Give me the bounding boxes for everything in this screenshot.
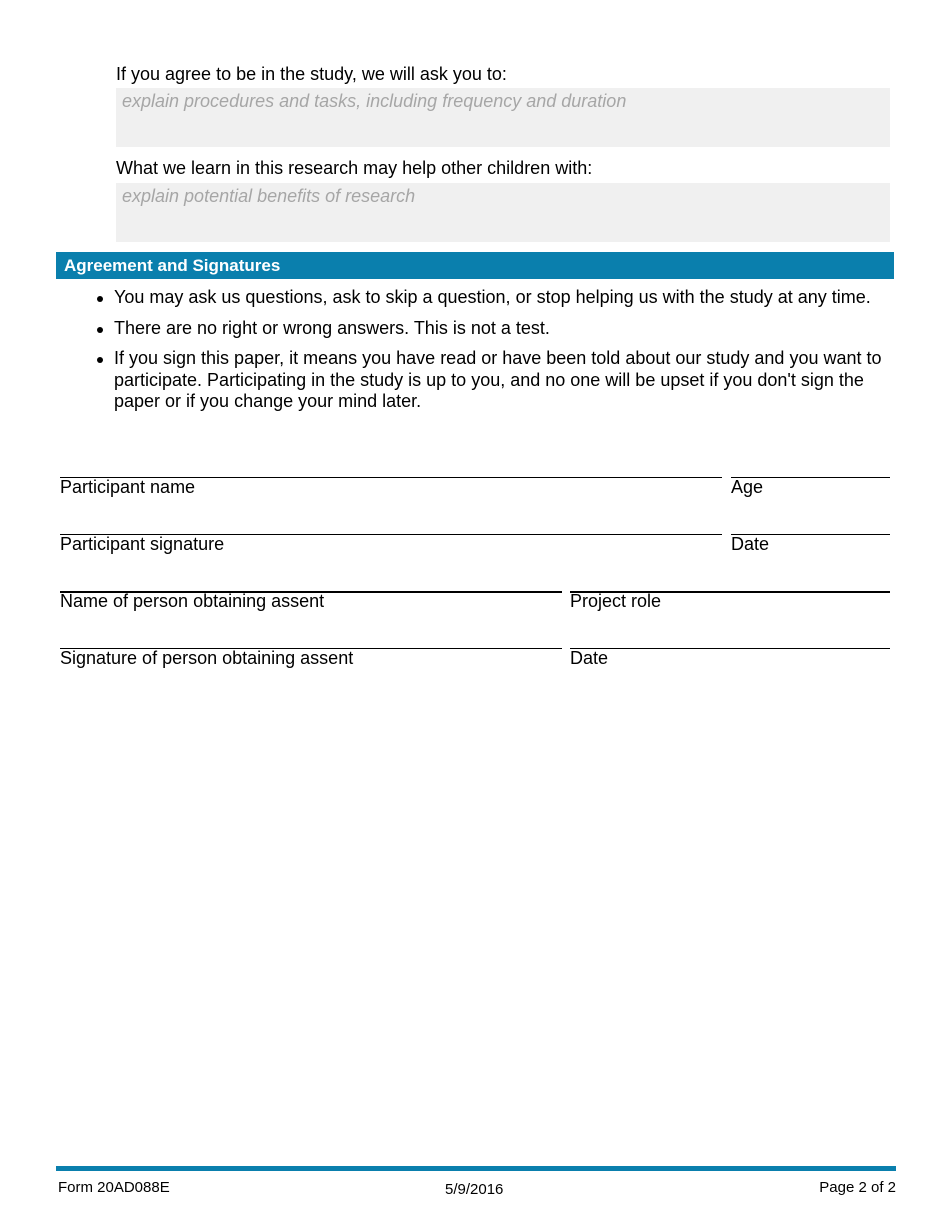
footer-rule <box>56 1166 896 1171</box>
age-label: Age <box>731 477 764 497</box>
footer-date: 5/9/2016 <box>445 1181 504 1198</box>
page-number: Page 2 of 2 <box>819 1179 896 1196</box>
list-item <box>95 348 895 413</box>
benefits-field[interactable]: explain potential benefits of research <box>116 183 890 242</box>
bullet-icon <box>97 296 103 302</box>
assent-date-line[interactable] <box>570 648 890 649</box>
participant-date-label: Date <box>731 534 770 554</box>
list-item <box>95 287 895 309</box>
procedures-field[interactable]: explain procedures and tasks, including frequency and duration <box>116 88 890 147</box>
benefits-prompt: What we learn in this research may help other children with: <box>116 158 593 178</box>
agreement-bullet-list <box>95 287 895 422</box>
assent-signature-label: Signature of person obtaining assent <box>60 648 354 668</box>
bullet-icon <box>97 327 103 333</box>
bullet-icon <box>97 357 103 363</box>
form-id: Form 20AD088E <box>58 1179 170 1196</box>
bullet-text: If you sign this paper, it means you have read or have been told about our study and you want to participate. Participating in the study is up to you, and no one will be upset if you don't sign the paper or if you change your mind later. <box>114 348 882 411</box>
project-role-label: Project role <box>570 591 662 611</box>
bullet-text: You may ask us questions, ask to skip a question, or stop helping us with the study at any time. <box>114 287 871 307</box>
assent-date-label: Date <box>570 648 609 668</box>
bullet-text: There are no right or wrong answers. This is not a test. <box>114 317 550 338</box>
assent-name-label: Name of person obtaining assent <box>60 591 325 611</box>
list-item <box>95 318 895 340</box>
participant-signature-label: Participant signature <box>60 534 225 554</box>
procedures-prompt: If you agree to be in the study, we will ask you to: <box>116 64 507 84</box>
agreement-section-header: Agreement and Signatures <box>56 252 894 279</box>
participant-name-label: Participant name <box>60 477 196 497</box>
